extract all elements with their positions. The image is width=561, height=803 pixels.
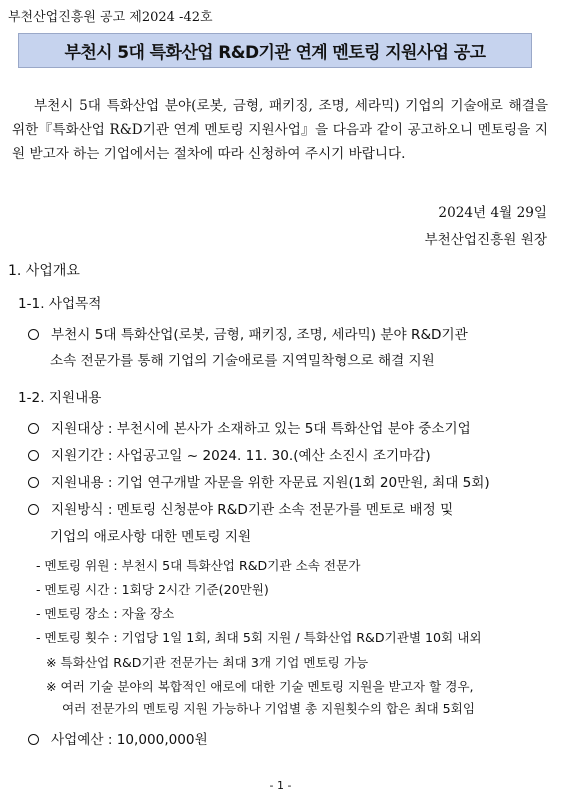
circle-bullet-icon [28, 423, 39, 434]
note-complex-line2: 여러 전문가의 멘토링 지원 가능하나 기업별 총 지원횟수의 합은 최대 5회임 [62, 701, 476, 716]
subsection-heading-purpose: 1-1. 사업목적 [18, 296, 102, 312]
notice-number: 부천산업진흥원 공고 제2024 -42호 [8, 10, 213, 25]
period-text: 지원기간 : 사업공고일 ~ 2024. 11. 30.(예산 소진시 조기마감) [51, 448, 431, 464]
method-text-line2: 기업의 애로사항 대한 멘토링 지원 [50, 529, 252, 545]
intro-paragraph: 부천시 5대 특화산업 분야(로봇, 금형, 패키징, 조명, 세라믹) 기업의 기술애로 해결을 위한『특화산업 R&D기관 연계 멘토링 지원사업』을 다음과 같이 공고하오니 멘토링을 지원 받고자 하는 기업에서는 절차에 따라 신청하여 주시기 바랍니다. [12, 98, 548, 162]
circle-bullet-icon [28, 450, 39, 461]
circle-bullet-icon [28, 734, 39, 745]
budget-text: 사업예산 : 10,000,000원 [51, 732, 208, 748]
circle-bullet-icon [28, 477, 39, 488]
purpose-bullet [28, 323, 468, 343]
circle-bullet-icon [28, 504, 39, 515]
title-banner [18, 33, 532, 68]
method-bullet [28, 498, 453, 518]
note-complex-line1: ※ 여러 기술 분야의 복합적인 애로에 대한 기술 멘토링 지원을 받고자 할 경우, [46, 679, 474, 694]
period-bullet [28, 444, 431, 464]
budget-bullet [28, 728, 208, 748]
detail-place: - 멘토링 장소 : 자율 장소 [36, 606, 175, 621]
purpose-text-line1: 부천시 5대 특화산업(로봇, 금형, 패키징, 조명, 세라믹) 분야 R&D기관 [51, 327, 468, 343]
circle-bullet-icon [28, 329, 39, 340]
announcement-date: 2024년 4월 29일 [438, 205, 547, 221]
target-bullet [28, 417, 471, 437]
purpose-text-line2: 소속 전문가를 통해 기업의 기술애로를 지역밀착형으로 해결 지원 [50, 353, 435, 369]
target-text: 지원대상 : 부천시에 본사가 소재하고 있는 5대 특화산업 분야 중소기업 [51, 421, 471, 437]
note-mentor-limit: ※ 특화산업 R&D기관 전문가는 최대 3개 기업 멘토링 가능 [46, 655, 369, 670]
detail-mentor: - 멘토링 위원 : 부천시 5대 특화산업 R&D기관 소속 전문가 [36, 558, 361, 573]
detail-count: - 멘토링 횟수 : 기업당 1일 1회, 최대 5회 지원 / 특화산업 R&D기관별 10회 내외 [36, 630, 482, 645]
subsection-heading-support: 1-2. 지원내용 [18, 390, 102, 406]
page-number: - 1 - [269, 779, 292, 792]
detail-time: - 멘토링 시간 : 1회당 2시간 기준(20만원) [36, 582, 269, 597]
issuer-name: 부천산업진흥원 원장 [424, 232, 547, 248]
content-text: 지원내용 : 기업 연구개발 자문을 위한 자문료 지원(1회 20만원, 최대 5회) [51, 475, 490, 491]
page-title: 부천시 5대 특화산업 R&D기관 연계 멘토링 지원사업 공고 [64, 43, 486, 63]
section-heading-overview: 1. 사업개요 [8, 263, 80, 279]
method-text-line1: 지원방식 : 멘토링 신청분야 R&D기관 소속 전문가를 멘토로 배정 및 [51, 502, 454, 518]
content-bullet [28, 471, 490, 491]
